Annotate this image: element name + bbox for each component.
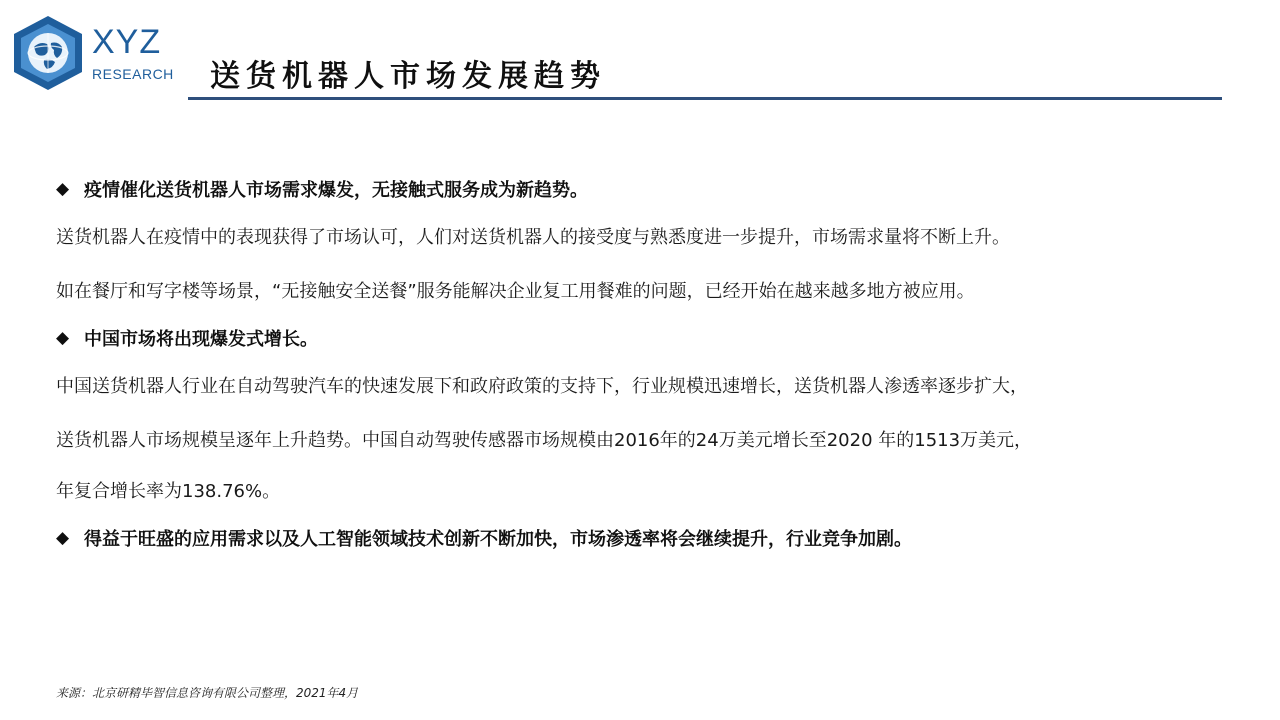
diamond-bullet-icon: ◆	[56, 528, 70, 548]
bullet-heading	[56, 168, 1236, 210]
page-title: 送货机器人市场发展趋势	[210, 59, 606, 94]
source-note: 来源：北京研精毕智信息咨询有限公司整理，2021年4月	[56, 686, 359, 700]
diamond-bullet-icon: ◆	[56, 328, 70, 348]
logo-brand: XYZ	[92, 23, 162, 61]
bullet-heading	[56, 317, 1236, 359]
bullet-text: 疫情催化送货机器人市场需求爆发，无接触式服务成为新趋势。	[84, 180, 588, 201]
diamond-bullet-icon: ◆	[56, 179, 70, 199]
title-divider	[188, 97, 1222, 100]
bullet-text: 得益于旺盛的应用需求以及人工智能领域技术创新不断加快，市场渗透率将会继续提升，行业竞争加剧。	[84, 529, 912, 550]
content-body	[56, 168, 1236, 559]
bullet-text: 中国市场将出现爆发式增长。	[84, 329, 318, 350]
hexagon-globe-icon	[10, 14, 86, 92]
logo-subtitle: RESEARCH	[92, 66, 174, 82]
paragraph: 送货机器人在疫情中的表现获得了市场认可，人们对送货机器人的接受度与熟悉度进一步提升，市场需求量将不断上升。	[56, 227, 1010, 248]
logo	[10, 14, 190, 94]
bullet-heading	[56, 517, 1236, 559]
paragraph: 中国送货机器人行业在自动驾驶汽车的快速发展下和政府政策的支持下，行业规模迅速增长，送货机器人渗透率逐步扩大，	[56, 376, 1028, 397]
paragraph: 年复合增长率为138.76%。	[56, 481, 281, 502]
paragraph: 如在餐厅和写字楼等场景，“无接触安全送餐”服务能解决企业复工用餐难的问题，已经开始在越来越多地方被应用。	[56, 281, 975, 302]
paragraph: 送货机器人市场规模呈逐年上升趋势。中国自动驾驶传感器市场规模由2016年的24万美元增长至2020 年的1513万美元，	[56, 430, 1033, 451]
